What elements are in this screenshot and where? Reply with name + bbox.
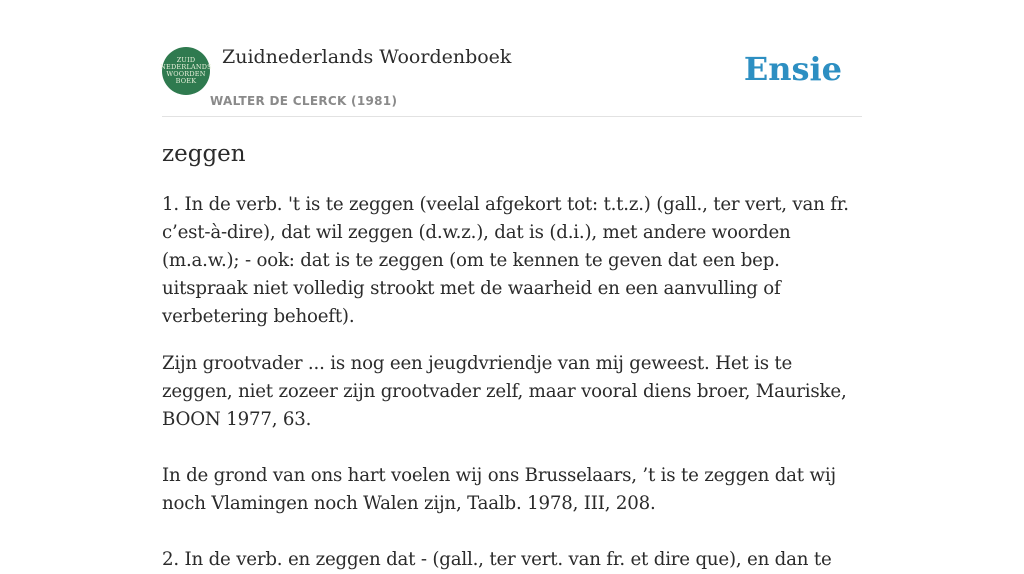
definition-paragraph: 2. In de verb. en zeggen dat - (gall., ter vert. van fr. et dire que), en dan te — [162, 549, 832, 570]
source-author: WALTER DE CLERCK (1981) — [210, 94, 398, 108]
logo-text: ZUID — [176, 56, 196, 64]
logo-text: NEDERLANDS — [160, 63, 212, 71]
example-quote: In de grond van ons hart voelen wij ons Brusselaars, ’t is te zeggen dat wij noch Vlamingen noch Walen zijn, Taalb. 1978, III, 208. — [162, 465, 836, 514]
logo-text: BOEK — [175, 77, 197, 85]
ensie-brand-logo[interactable]: Ensie — [743, 50, 842, 88]
logo-text: WOORDEN — [166, 70, 206, 78]
definition-paragraph: 1. In de verb. 't is te zeggen (veelal afgekort tot: t.t.z.) (gall., ter vert, van fr. c’est-à-dire), dat wil zeggen (d.w.z.), dat is (d.i.), met andere woorden (m.a.w.); - ook: dat is te zeggen (om te kennen te geven dat een bep. uitspraak niet volledig strookt met de waarheid en een aanvulling of verbetering behoeft). — [162, 194, 849, 327]
headword: zeggen — [162, 141, 246, 167]
page — [162, 0, 862, 574]
source-title[interactable]: Zuidnederlands Woordenboek — [222, 46, 512, 68]
example-quote: Zijn grootvader ... is nog een jeugdvriendje van mij geweest. Het is te zeggen, niet zozeer zijn grootvader zelf, maar vooral diens broer, Mauriske, BOON 1977, 63. — [162, 353, 847, 430]
dictionary-logo[interactable] — [162, 47, 210, 95]
header — [162, 0, 862, 117]
